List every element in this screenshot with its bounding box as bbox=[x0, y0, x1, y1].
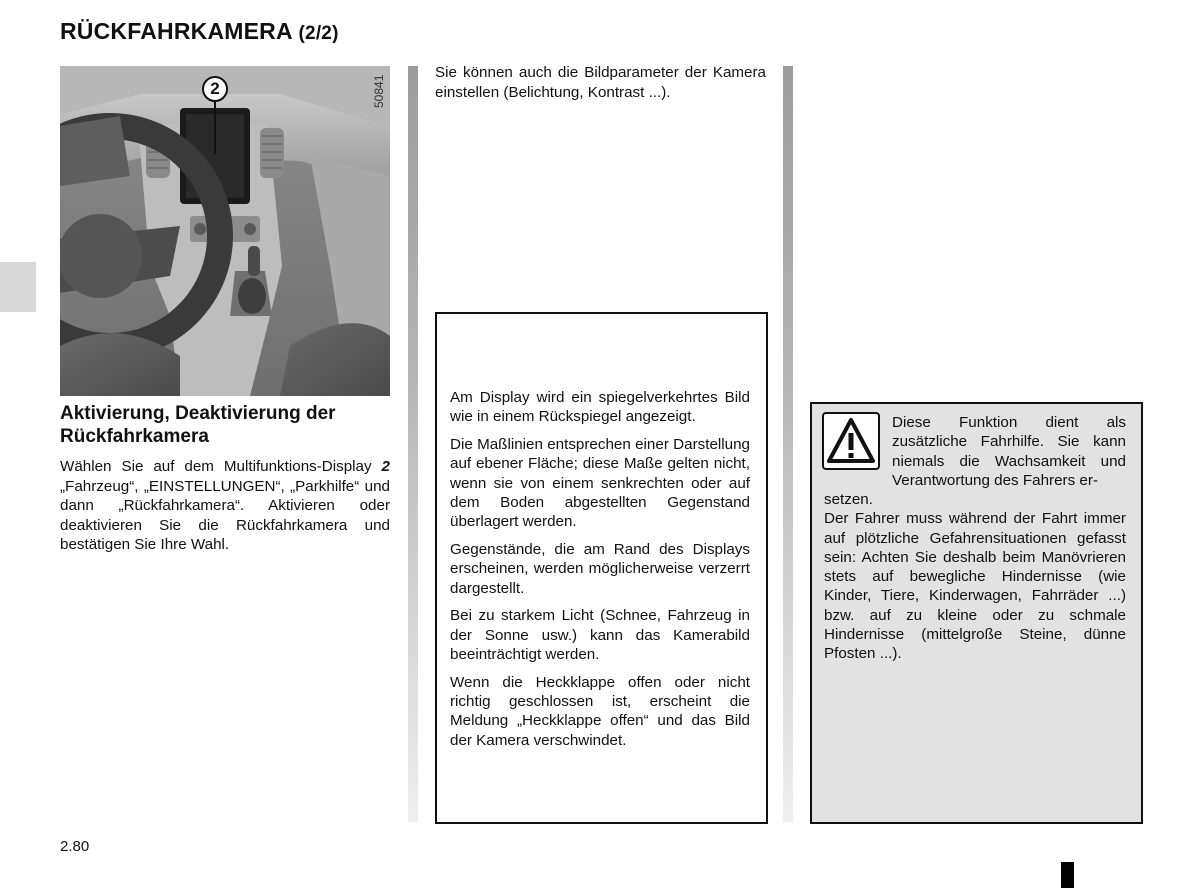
warning-triangle-icon bbox=[822, 412, 880, 470]
image-code: 50841 bbox=[372, 74, 386, 108]
column-separator bbox=[783, 66, 793, 822]
info-paragraph: Wenn die Heckklappe offen oder nicht richtig geschlossen ist, erscheint die Meldung „Heckklappe offen“ und das Bild der Kamera verschwindet. bbox=[450, 673, 750, 749]
activation-paragraph bbox=[60, 457, 390, 555]
image-settings-note: Sie können auch die Bildparameter der Kamera einstellen (Belichtung, Kontrast ...). bbox=[435, 64, 766, 101]
para-lead: Wählen Sie auf dem Multifunktions-Display bbox=[60, 458, 382, 475]
info-paragraph: Bei zu starkem Licht (Schnee, Fahrzeug in der Sonne usw.) kann das Kamerabild beeinträchtigt werden. bbox=[450, 607, 750, 664]
para-tail: „Fahrzeug“, „EINSTELLUNGEN“, „Parkhilfe“ und dann „Rückfahrkamera“. Aktivieren oder deaktivieren Sie die Rückfahrkamera und bestätigen Sie Ihre Wahl. bbox=[60, 477, 390, 553]
page-title bbox=[60, 18, 339, 45]
display-ref: 2 bbox=[381, 458, 390, 475]
callout-2: 2 bbox=[202, 76, 228, 102]
corner-mark bbox=[1061, 862, 1074, 888]
column-separator bbox=[408, 66, 418, 822]
page-number: 2.80 bbox=[60, 838, 90, 855]
warning-first-text: Diese Funktion dient als zusätzliche Fahrhilfe. Sie kann niemals die Wachsamkeit und Verantwortung des Fahrers er- bbox=[892, 414, 1126, 489]
info-paragraph: Am Display wird ein spiegelverkehrtes Bild wie in einem Rückspiegel angezeigt. bbox=[450, 389, 750, 426]
warning-body bbox=[824, 490, 1126, 664]
dashboard-illustration bbox=[60, 66, 390, 396]
warning-second-text: Der Fahrer muss während der Fahrt immer auf plötzliche Gefahrensituationen gefasst sein: Achten Sie deshalb beim Manövrieren stets auf bewegliche Hindernisse (wie Kinder, Tiere, Kinderwagen, Fahrräder ...) bzw. auf zu kleine oder zu schmale Hindernisse (mittelgroße Steine, dünne Pfosten ...). bbox=[824, 510, 1126, 663]
info-paragraph: Gegenstände, die am Rand des Displays erscheinen, werden möglicherweise verzerrt dargestellt. bbox=[450, 541, 750, 597]
info-paragraph: Die Maßlinien entsprechen einer Darstellung auf ebener Fläche; diese Maße gelten nicht, wenn sie von einem senkrechten oder auf dem Boden abgestellten Gegenstand überlagert werden. bbox=[450, 436, 750, 531]
title-suffix: (2/2) bbox=[298, 23, 339, 44]
info-box-text bbox=[450, 388, 750, 759]
section-heading: Aktivierung, Deaktivierung der Rückfahrkamera bbox=[60, 403, 336, 447]
title-main: RÜCKFAHRKAMERA bbox=[60, 18, 292, 44]
section-thumb-tab bbox=[0, 262, 36, 312]
warning-continuation: setzen. bbox=[824, 491, 873, 508]
dashboard-photo bbox=[60, 66, 390, 396]
